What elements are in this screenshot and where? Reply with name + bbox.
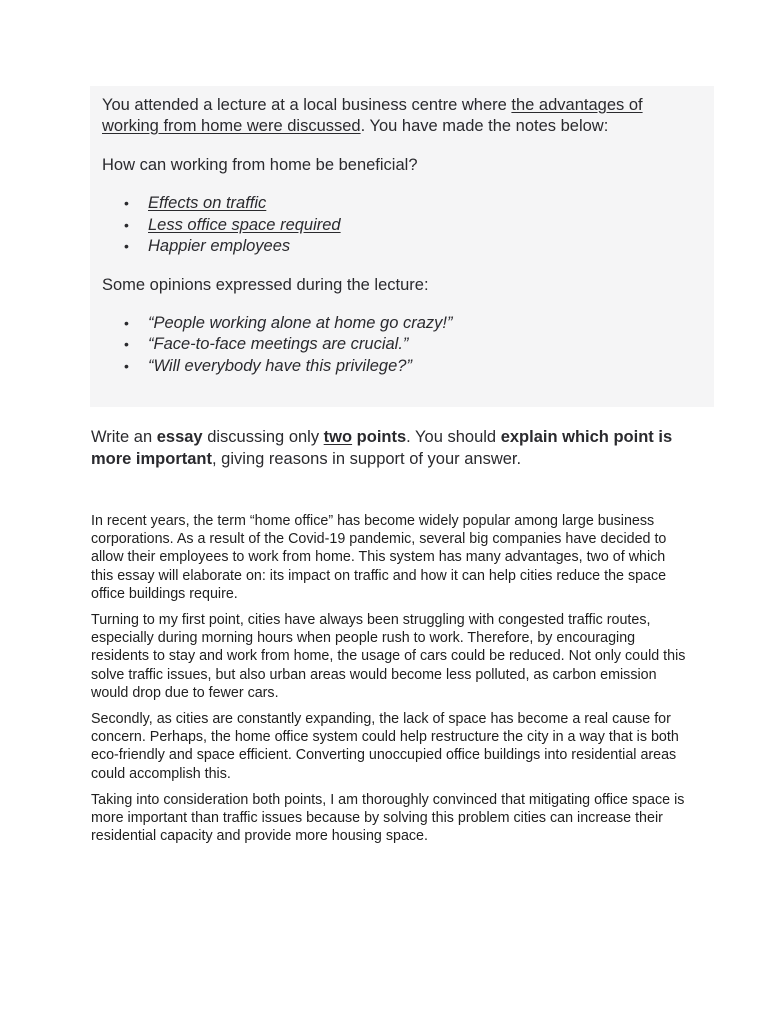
essay-paragraph: In recent years, the term “home office” has become widely popular among large business corporations. As a result of the Covid-19 pandemic, several big companies have decided to allow their employees to work from home. This system has many advantages, two of which this essay will elaborate on: its impact on traffic and how it can help cities reduce the space office buildings require. <box>91 513 667 602</box>
task-intro-before: You attended a lecture at a local business centre where <box>102 96 512 114</box>
essay-instruction <box>91 426 691 470</box>
note-item <box>102 236 702 258</box>
bullet-icon: • <box>124 195 129 211</box>
essay-body <box>91 512 691 853</box>
instruction-text: Write an <box>91 428 157 446</box>
instruction-underlined: two <box>323 428 353 446</box>
instruction-text: discussing only <box>202 428 324 446</box>
essay-paragraph: Secondly, as cities are constantly expanding, the lack of space has become a real cause for concern. Perhaps, the home office system could help restructure the city in a way that is both eco-friendly and space efficient. Converting unoccupied office buildings into residential areas could accomplish this. <box>91 711 679 782</box>
instruction-text: . You should <box>406 428 501 446</box>
note-text: Less office space required <box>148 215 341 234</box>
instruction-bold: essay <box>156 428 203 446</box>
opinion-text: “Will everybody have this privilege?” <box>148 356 412 375</box>
bullet-icon: • <box>124 314 129 331</box>
essay-paragraph: Taking into consideration both points, I am thoroughly convinced that mitigating office space is more important than traffic issues because by solving this problem cities can increase their residential capacity and provide more housing space. <box>91 791 685 845</box>
essay-paragraph: Turning to my first point, cities have always been struggling with congested traffic routes, especially during morning hours when people rush to work. Therefore, by encouraging residents to stay and work from home, the usage of cars could be reduced. Not only could this solve traffic issues, but also urban areas would become less polluted, as carbon emission would drop due to fewer cars. <box>91 612 686 701</box>
note-item <box>102 215 702 237</box>
bullet-icon: • <box>124 336 129 352</box>
task-intro <box>102 95 702 137</box>
note-item <box>102 193 702 215</box>
task-intro-after: . You have made the notes below: <box>360 117 609 135</box>
instruction-text: , giving reasons in support of your answer. <box>212 450 522 468</box>
instruction-bold <box>324 428 407 446</box>
instruction-bold-rest: points <box>352 428 407 446</box>
opinion-item <box>102 313 702 335</box>
note-text: Happier employees <box>148 237 291 255</box>
bullet-icon: • <box>124 216 129 233</box>
task-box <box>90 86 714 407</box>
task-intro-link[interactable]: the advantages of working from home were discussed <box>102 96 643 135</box>
opinion-text: “Face-to-face meetings are crucial.” <box>148 335 409 353</box>
notes-list <box>102 193 702 258</box>
opinions-list <box>102 313 702 378</box>
opinions-heading: Some opinions expressed during the lecture: <box>102 275 429 294</box>
opinion-item <box>102 356 702 378</box>
opinion-item <box>102 334 702 356</box>
bullet-icon: • <box>124 357 129 374</box>
note-text: Effects on traffic <box>148 194 267 212</box>
bullet-icon: • <box>124 238 129 254</box>
task-question: How can working from home be beneficial? <box>102 156 418 174</box>
opinion-text: “People working alone at home go crazy!” <box>148 313 453 332</box>
instruction-bold: explain which point is more important <box>91 428 673 468</box>
